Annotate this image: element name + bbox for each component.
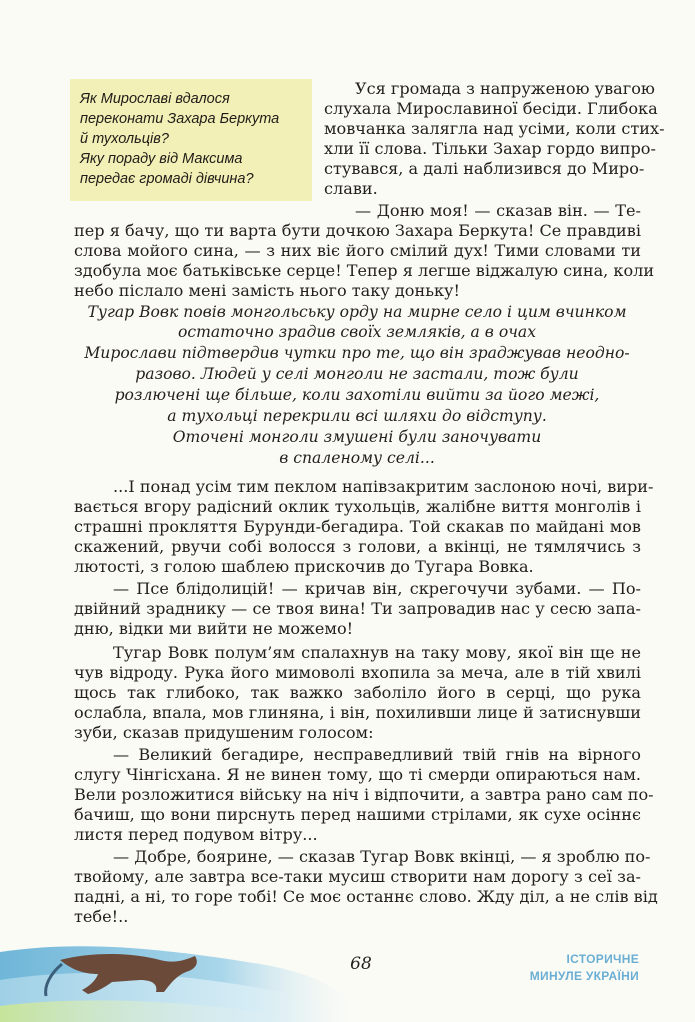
text-line: пер я бачу, що ти варта бути дочкою Захара Беркута! Се правдиві — [74, 221, 641, 240]
text-line: здобула моє батьківське серце! Тепер я легше віджалую сина, коли — [74, 261, 655, 280]
text-line: тебе!.. — [74, 907, 129, 926]
text-line: Вели розложитися війську на ніч і відпочити, а завтра рано сам по- — [74, 785, 654, 804]
text-line: — Великий бегадире, несправедливий твій гнів на вірного — [113, 745, 641, 764]
text-line: хли її слова. Тільки Захар гордо випро- — [324, 139, 656, 158]
text-line: небо післало мені замість нього таку доньку! — [74, 281, 460, 300]
summary-line: остаточно зрадив своїх земляків, а в очах — [177, 323, 537, 341]
text-line: дню, відки ми вийти не можемо! — [74, 619, 354, 638]
text-line: бачиш, що вони пирснуть перед нашими стрілами, як сухе осіннє — [74, 805, 641, 824]
text-line: зуби, сказав придушеним голосом: — [74, 723, 374, 742]
question-line: переконати Захара Беркута — [80, 111, 280, 127]
summary-line: Тугар Вовк повів монгольську орду на мирне село і цим вчинком — [87, 303, 627, 321]
text-line: твойому, але завтра все-таки мусиш створити нам дорогу з сеї за- — [74, 867, 641, 886]
question-box — [70, 79, 312, 201]
text-line: мовчанка залягла над усіми, коли стих- — [324, 119, 665, 138]
text-line: — Добре, боярине, — сказав Тугар Вовк вкінці, — я зроблю по- — [113, 847, 651, 866]
section-title — [530, 951, 639, 985]
text-line: ...І понад усім тим пеклом напівзакритим заслоною ночі, вири- — [113, 477, 654, 496]
section-title-line: ІСТОРИЧНЕ — [566, 952, 639, 966]
text-line: Тугар Вовк полум’ям спалахнув на таку мову, якої він ще не — [113, 643, 641, 662]
text-line: — Доню моя! — сказав він. — Те- — [355, 201, 641, 220]
question-line: й тухольців? — [80, 131, 169, 147]
text-line: стувався, а далі наблизився до Миро- — [324, 159, 645, 178]
summary-line: в спаленому селі... — [279, 449, 435, 467]
section-title-line: МИНУЛЕ УКРАЇНИ — [529, 969, 639, 983]
text-line: вається вгору радісний оклик тухольців, жалібне виття монголів і — [74, 497, 641, 516]
text-line: листя перед подувом вітру... — [74, 825, 318, 844]
question-line: Яку пораду від Максима — [80, 151, 243, 167]
text-line: скажений, рвучи собі волосся з голови, а вкінці, не тямлячись з — [74, 537, 641, 556]
text-line: ослабла, впала, мов глиняна, і він, похиливши лице й затиснувши — [74, 703, 641, 722]
text-line: слухала Мирославиної бесіди. Глибока — [324, 99, 658, 118]
text-line: слугу Чінгісхана. Я не винен тому, що ті смерди опираються нам. — [74, 765, 641, 784]
question-line: передає громаді дівчина? — [80, 171, 254, 187]
text-line: Уся громада з напруженою увагою — [355, 79, 655, 98]
summary-line: розлючені ще більше, коли захотіли вийти за його межі, — [114, 386, 600, 404]
summary-line: разово. Людей у селі монголи не застали, тож були — [135, 365, 579, 383]
summary-line: а тухольці перекрили всі шляхи до відступу. — [167, 407, 547, 425]
footer-decoration — [0, 930, 400, 1022]
summary-line: Оточені монголи змушені були заночувати — [172, 428, 542, 446]
question-line: Як Мирославі вдалося — [80, 91, 230, 107]
text-line: страшні прокляття Бурунди-бегадира. Той скакав по майдані мов — [74, 517, 641, 536]
text-line: щось так глибоко, так важко заболіло його в серці, що рука — [74, 683, 641, 702]
page-number: 68 — [350, 954, 372, 974]
text-line: лютості, з голою шаблею прискочив до Тугара Вовка. — [74, 557, 534, 576]
text-line: слави. — [324, 179, 378, 198]
text-line: слова мойого сина, — з них віє його смілий дух! Тими словами ти — [74, 241, 641, 260]
text-line: — Псе блідолицій! — кричав він, скрегочучи зубами. — По- — [113, 579, 641, 598]
text-line: чув відроду. Рука його мимоволі вхопила за меча, але в тій хвилі — [74, 663, 641, 682]
text-line: двійний зраднику — се твоя вина! Ти запровадив нас у сесю запа- — [74, 599, 641, 618]
summary-line: Мирослави підтвердив чутки про те, що він зраджував неодно- — [84, 344, 630, 362]
text-line: падні, а ні, то горе тобі! Се моє останнє слово. Жду діл, а не слів від — [74, 887, 658, 906]
